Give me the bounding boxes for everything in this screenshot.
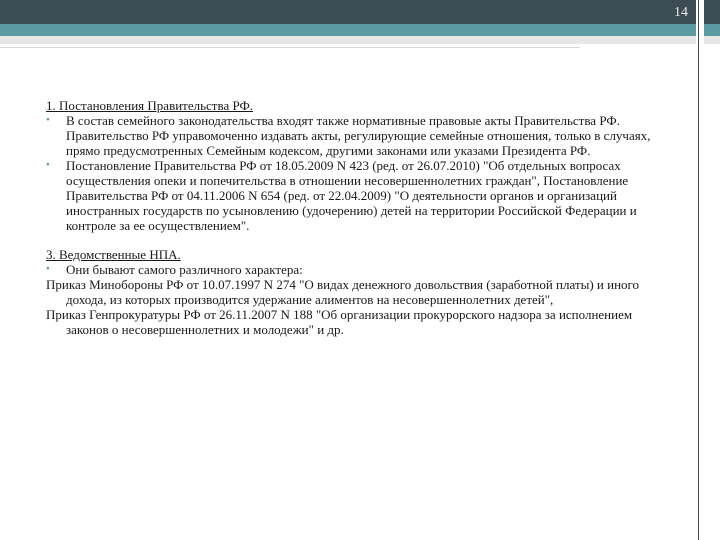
section1-bullet-1: [46, 113, 666, 158]
section3-bullet: [46, 262, 666, 277]
header-rule: [0, 47, 580, 48]
right-border-line: [698, 0, 699, 540]
bullet-text: Постановление Правительства РФ от 18.05.2009 N 423 (ред. от 26.07.2010) "Об отдельных вопросах осуществления опеки и попечительства в отношении несовершеннолетних граждан", Постановление Правительства РФ от 04.11.2006 N 654 (ред. от 22.04.2009) "О деятельности органов и организаций иностранных государств по усыновлению (удочерению) детей на территории Российской Федерации и контроле за ее осуществлением".: [66, 158, 637, 233]
header-accent-bar: [0, 24, 696, 36]
section-spacer: [46, 233, 666, 247]
slide-content: [46, 98, 666, 337]
header-bar: [0, 0, 696, 24]
order-paragraph-1: Приказ Минобороны РФ от 10.07.1997 N 274 "О видах денежного довольствия (заработной платы) и иного дохода, из которых производится удержание алиментов на несовершеннолетних детей",: [46, 277, 640, 307]
right-accent-bar: [704, 24, 720, 36]
bullet-text: Они бывают самого различного характера:: [66, 262, 303, 277]
bullet-icon: •: [46, 263, 50, 275]
bullet-icon: •: [46, 159, 50, 171]
bullet-icon: •: [46, 114, 50, 126]
section1-bullet-2: [46, 158, 666, 233]
bullet-text: В состав семейного законодательства входят также нормативные правовые акты Правительства РФ. Правительство РФ управомоченно издавать акты, регулирующие семейные отношения, только в случаях, прямо предусмотренных Семейным кодексом, другими законами или указами Президента РФ.: [66, 113, 651, 158]
section3-heading: 3. Ведомственные НПА.: [46, 247, 181, 262]
order-paragraph-2: Приказ Генпрокуратуры РФ от 26.11.2007 N 188 "Об организации прокурорского надзора за исполнением законов о несовершеннолетних и молодежи" и др.: [46, 307, 633, 337]
right-header-bar: [704, 0, 720, 24]
page-number: 14: [674, 5, 688, 20]
right-gray-band: [704, 36, 720, 44]
header-gray-band: [0, 36, 696, 44]
section1-heading: 1. Постановления Правительства РФ.: [46, 98, 254, 113]
